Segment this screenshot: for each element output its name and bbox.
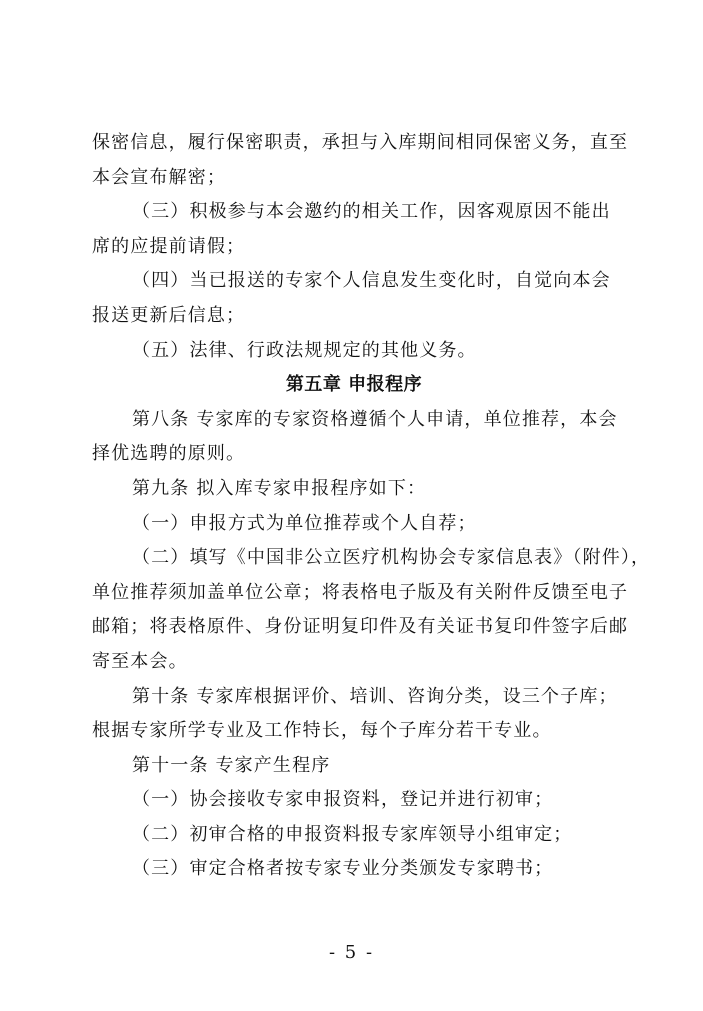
page-number: - 5 - (328, 942, 375, 963)
text-line: 第八条 专家库的专家资格遵循个人申请，单位推荐，本会 (132, 408, 618, 430)
text-line: 根据专家所学专业及工作特长，每个子库分若干专业。 (92, 720, 552, 742)
text-line: （三）积极参与本会邀约的相关工作，因客观原因不能出 (132, 201, 611, 223)
text-line: （二）初审合格的申报资料报专家库领导小组审定； (132, 823, 573, 845)
chapter-heading: 第五章 申报程序 (285, 374, 423, 396)
text-line: 寄至本会。 (92, 650, 188, 672)
text-line: 第十条 专家库根据评价、培训、咨询分类，设三个子库； (132, 685, 618, 707)
text-line: 报送更新后信息； (92, 304, 246, 326)
text-line: 第九条 拟入库专家申报程序如下： (132, 477, 427, 499)
text-line: 单位推荐须加盖单位公章；将表格电子版及有关附件反馈至电子 (92, 581, 629, 603)
text-line: （一）申报方式为单位推荐或个人自荐； (132, 512, 477, 534)
text-line: （三）审定合格者按专家专业分类颁发专家聘书； (132, 858, 554, 880)
text-line: 本会宣布解密； (92, 166, 227, 188)
text-line: （一）协会接收专家申报资料，登记并进行初审； (132, 789, 554, 811)
text-line: 择优选聘的原则。 (92, 443, 246, 465)
text-line: 邮箱；将表格原件、身份证明复印件及有关证书复印件签字后邮 (92, 616, 629, 638)
text-line: 保密信息，履行保密职责，承担与入库期间相同保密义务，直至 (92, 132, 629, 153)
text-line: 席的应提前请假； (92, 235, 246, 257)
document-body (92, 126, 651, 887)
text-line: （五）法律、行政法规规定的其他义务。 (132, 339, 477, 361)
text-line: （二）填写《中国非公立医疗机构协会专家信息表》（附件）， (132, 547, 651, 569)
text-line: 第十一条 专家产生程序 (132, 754, 331, 776)
text-line: （四）当已报送的专家个人信息发生变化时，自觉向本会 (132, 270, 611, 292)
